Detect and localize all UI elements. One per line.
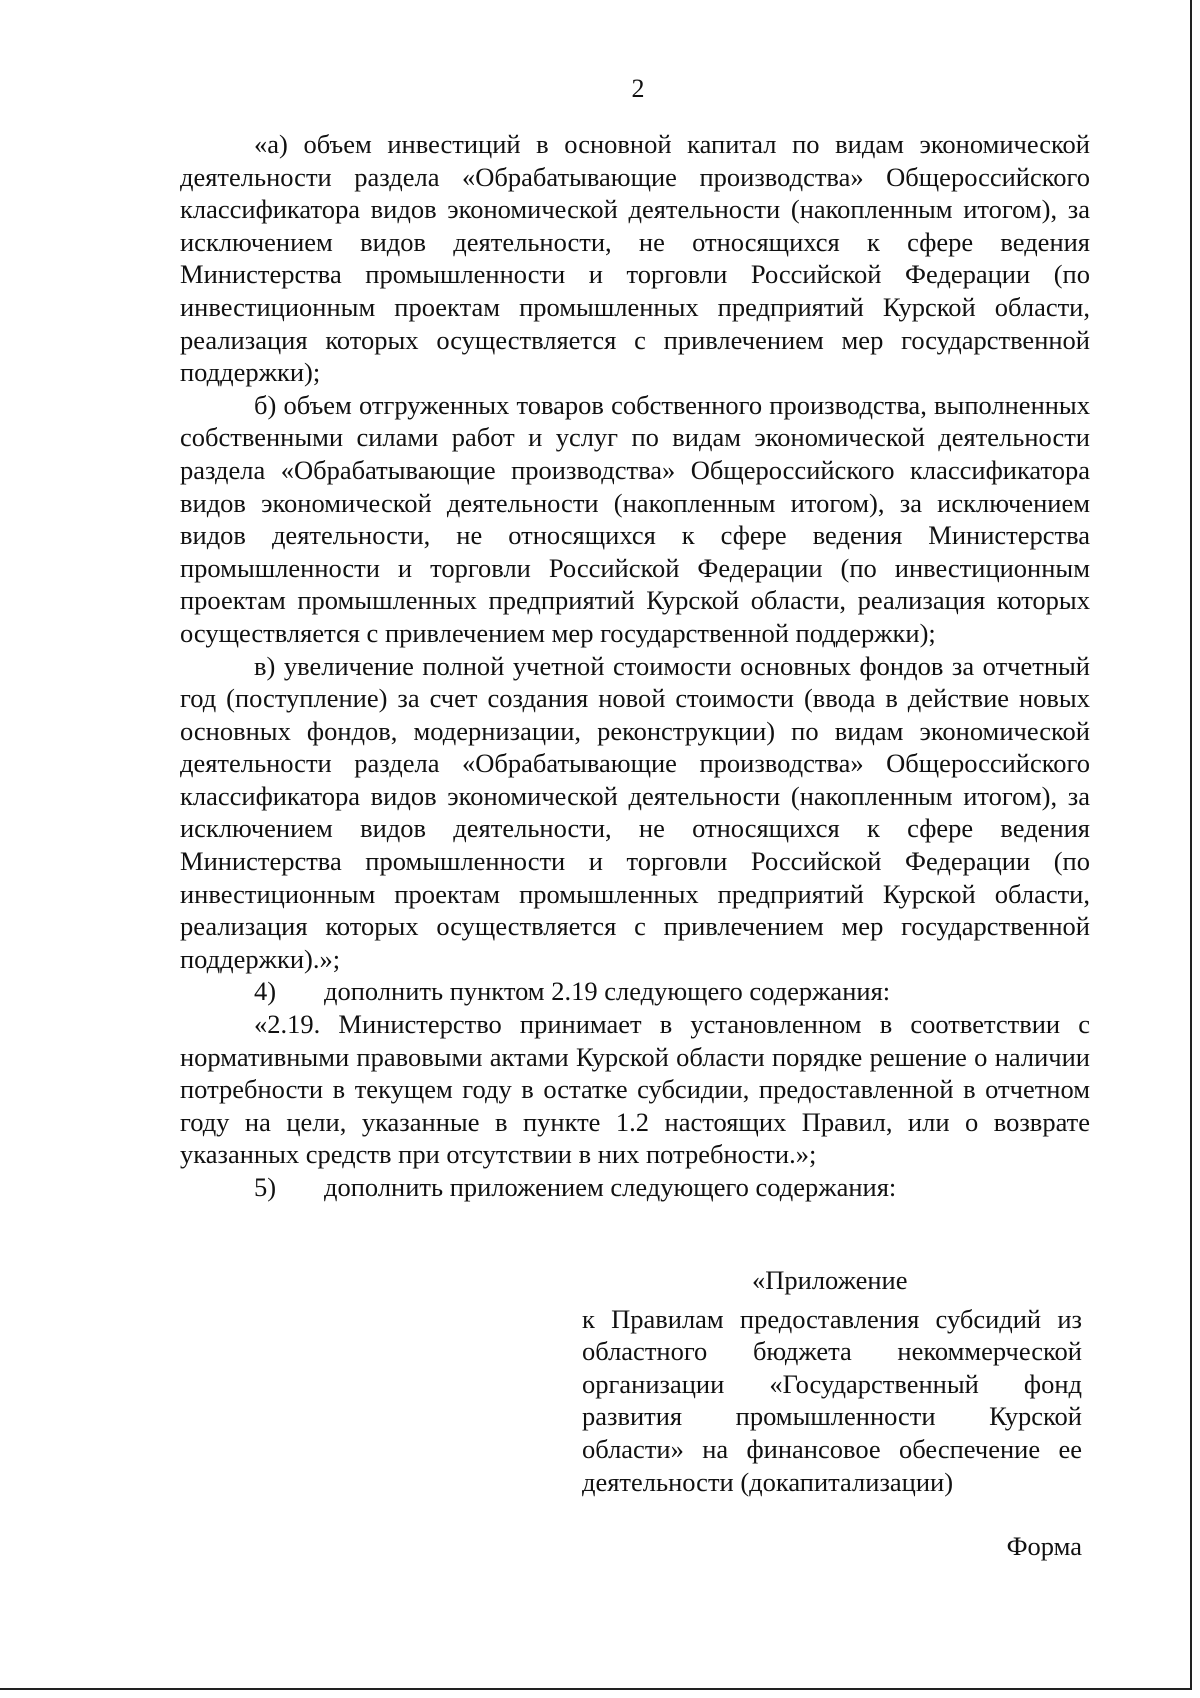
page-number: 2 (631, 74, 645, 103)
annex-description: к Правилам предоставления субсидий из областного бюджета некоммерческой организации «Государственный фонд развития промышленности Курской области» на финансовое обеспечение ее деятельности (докапитализации) (582, 1303, 1082, 1497)
list-item-5-number: 5) (254, 1172, 277, 1202)
paragraph-b: б) объем отгруженных товаров собственного производства, выполненных собственными силами работ и услуг по видам экономической деятельности раздела «Обрабатывающие производства» Общероссийского классификатора видов экономической деятельности (накопленным итогом), за исключением видов деятельности, не относящихся к сфере ведения Министерства промышленности и торговли Российской Федерации (по инвестиционным проектам промышленных предприятий Курской области, реализация которых осуществляется с привлечением мер государственной поддержки); (180, 389, 1090, 648)
document-body (180, 128, 1090, 1204)
paragraph-a: «а) объем инвестиций в основной капитал по видам экономической деятельности раздела «Обрабатывающие производства» Общероссийского классификатора видов экономической деятельности (накопленным итогом), за исключением видов деятельности, не относящихся к сфере ведения Министерства промышленности и торговли Российской Федерации (по инвестиционным проектам промышленных предприятий Курской области, реализация которых осуществляется с привлечением мер государственной поддержки); (180, 129, 1090, 388)
list-item-4-text: дополнить пунктом 2.19 следующего содержания: (324, 976, 891, 1007)
annex-heading (582, 1264, 1082, 1498)
list-item-5-text: дополнить приложением следующего содержания: (324, 1172, 897, 1202)
clause-2-19: «2.19. Министерство принимает в установленном в соответствии с нормативными правовыми актами Курской области порядке решение о наличии потребности в текущем году в остатке субсидии, предоставленной в отчетном году на цели, указанные в пункте 1.2 настоящих Правил, или о возврате указанных средств при отсутствии в них потребности.»; (180, 1009, 1090, 1170)
list-item-5 (180, 1171, 1090, 1204)
form-label: Форма (1006, 1531, 1082, 1561)
annex-title: «Приложение (752, 1265, 908, 1295)
page-edge-bottom (0, 1688, 1192, 1690)
list-item-4-number: 4) (254, 976, 277, 1007)
list-item-4 (180, 975, 1090, 1008)
paragraph-c: в) увеличение полной учетной стоимости основных фондов за отчетный год (поступление) за счет создания новой стоимости (ввода в действие новых основных фондов, модернизации, реконструкции) по видам экономической деятельности раздела «Обрабатывающие производства» Общероссийского классификатора видов экономической деятельности (накопленным итогом), за исключением видов деятельности, не относящихся к сфере ведения Министерства промышленности и торговли Российской Федерации (по инвестиционным проектам промышленных предприятий Курской области, реализация которых осуществляется с привлечением мер государственной поддержки).»; (180, 650, 1090, 974)
page-edge-right (1190, 0, 1192, 1690)
